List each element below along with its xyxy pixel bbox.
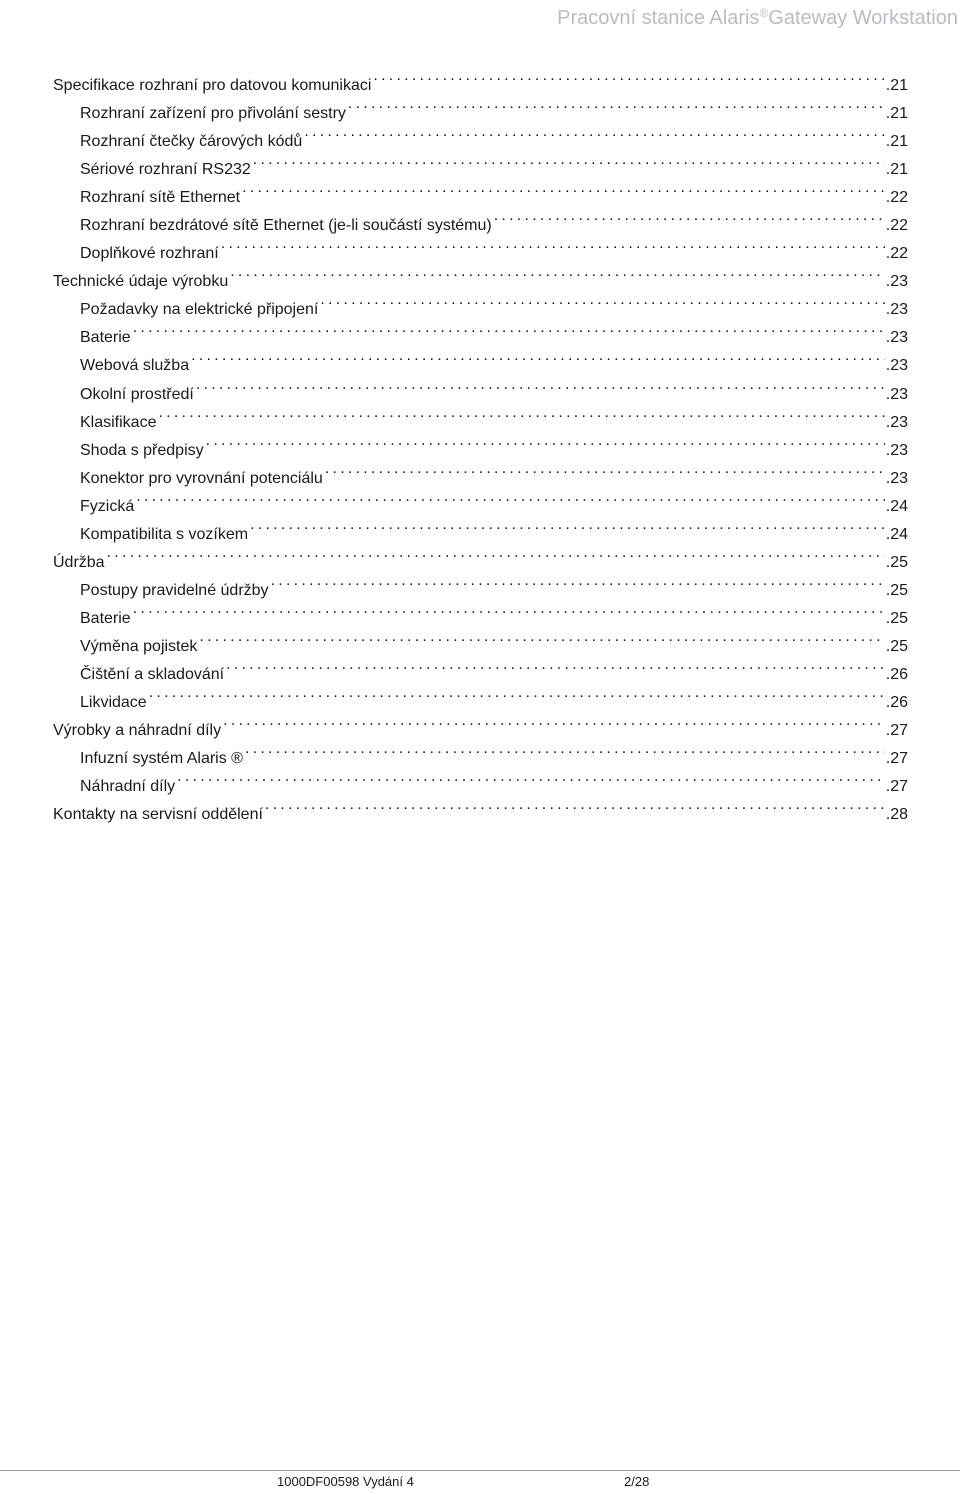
toc-entry[interactable] (53, 763, 908, 796)
toc-entry[interactable] (53, 342, 908, 375)
toc-entry[interactable] (53, 707, 908, 740)
toc-entry-label: Technické údaje výrobku (53, 273, 229, 291)
toc-dot-leader (219, 230, 885, 258)
toc-entry-label: Požadavky na elektrické připojení (80, 301, 319, 319)
toc-entry[interactable] (53, 427, 908, 459)
toc-entry[interactable] (53, 539, 908, 571)
toc-entry[interactable] (53, 511, 908, 543)
table-of-contents (53, 62, 908, 824)
toc-entry-label: Likvidace (80, 694, 147, 712)
toc-entry-label: Shoda s předpisy (80, 441, 204, 459)
toc-entry-page: .23 (885, 441, 908, 459)
toc-entry-page: .28 (885, 806, 908, 824)
toc-dot-leader (263, 791, 885, 819)
toc-entry-label: Baterie (80, 329, 131, 347)
toc-entry-label: Doplňkové rozhraní (80, 245, 219, 263)
toc-entry-page: .23 (885, 329, 908, 347)
toc-entry-page: .26 (885, 665, 908, 683)
toc-entry-page: .25 (885, 609, 908, 627)
toc-entry-page: .21 (885, 133, 908, 151)
toc-entry-page: .26 (885, 694, 908, 712)
toc-entry-page: .23 (885, 301, 908, 319)
toc-entry-label: Baterie (80, 609, 131, 627)
toc-dot-leader (251, 146, 885, 174)
toc-entry-page: .25 (885, 553, 908, 571)
toc-dot-leader (204, 427, 885, 455)
toc-dot-leader (371, 62, 884, 90)
registered-mark: ® (759, 6, 769, 20)
toc-entry-page: .21 (885, 161, 908, 179)
toc-dot-leader (323, 455, 885, 483)
toc-dot-leader (134, 483, 885, 511)
toc-entry-label: Klasifikace (80, 413, 157, 431)
toc-dot-leader (156, 399, 884, 427)
toc-entry[interactable] (53, 62, 908, 94)
header-title-rest: Gateway Workstation (768, 7, 958, 29)
toc-entry-page: .25 (885, 581, 908, 599)
footer-divider (0, 1470, 960, 1471)
toc-entry-label: Rozhraní sítě Ethernet (80, 189, 241, 207)
toc-entry-label: Čištění a skladování (80, 665, 225, 683)
toc-dot-leader (105, 539, 885, 567)
toc-entry-label: Rozhraní zařízení pro přivolání sestry (80, 105, 346, 123)
toc-entry[interactable] (53, 567, 908, 599)
toc-dot-leader (318, 286, 884, 314)
toc-entry-page: .27 (885, 750, 908, 768)
toc-entry-label: Kompatibilita s vozíkem (80, 525, 249, 543)
toc-entry-page: .25 (885, 637, 908, 655)
toc-dot-leader (243, 735, 885, 763)
toc-entry-label: Náhradní díly (80, 778, 176, 796)
toc-dot-leader (492, 202, 885, 230)
footer-document-id: 1000DF00598 Vydání 4 (277, 1474, 414, 1489)
toc-entry[interactable] (53, 399, 908, 431)
toc-entry[interactable] (53, 595, 908, 627)
toc-dot-leader (221, 707, 885, 735)
toc-entry-page: .23 (885, 273, 908, 291)
footer-page-number: 2/28 (624, 1474, 650, 1489)
toc-dot-leader (147, 679, 885, 707)
toc-dot-leader (175, 763, 885, 791)
toc-entry-page: .23 (885, 385, 908, 403)
header-title-main: Pracovní stanice Alaris (557, 7, 760, 29)
toc-dot-leader (131, 595, 885, 623)
toc-dot-leader (194, 371, 885, 399)
toc-entry-page: .22 (885, 245, 908, 263)
toc-dot-leader (189, 342, 885, 370)
toc-entry-page: .23 (885, 413, 908, 431)
toc-entry-page: .27 (885, 722, 908, 740)
toc-entry-page: .23 (885, 469, 908, 487)
page-footer (0, 1470, 960, 1494)
toc-entry-label: Sériové rozhraní RS232 (80, 161, 251, 179)
toc-dot-leader (224, 651, 885, 679)
toc-entry-label: Rozhraní bezdrátové sítě Ethernet (je-li součástí systému) (80, 217, 492, 235)
toc-dot-leader (269, 567, 885, 595)
toc-entry-label: Rozhraní čtečky čárových kódů (80, 133, 303, 151)
toc-entry[interactable] (53, 623, 908, 655)
toc-entry-page: .24 (885, 497, 908, 515)
toc-dot-leader (131, 314, 885, 342)
toc-entry-label: Údržba (53, 553, 105, 571)
toc-entry-page: .24 (885, 525, 908, 543)
toc-dot-leader (346, 90, 885, 118)
running-header-title (557, 0, 958, 31)
toc-entry-label: Kontakty na servisní oddělení (53, 806, 263, 824)
toc-dot-leader (197, 623, 884, 651)
toc-dot-leader (302, 118, 884, 146)
toc-entry-label: Konektor pro vyrovnání potenciálu (80, 469, 323, 487)
toc-entry-label: Výměna pojistek (80, 637, 198, 655)
toc-entry-page: .21 (885, 105, 908, 123)
toc-entry[interactable] (53, 483, 908, 515)
toc-entry-label: Infuzní systém Alaris ® (80, 750, 243, 768)
toc-entry[interactable] (53, 791, 908, 824)
toc-dot-leader (228, 258, 885, 286)
toc-entry-page: .21 (885, 77, 908, 94)
toc-entry-label: Výrobky a náhradní díly (53, 722, 222, 740)
toc-entry-label: Webová služba (80, 357, 190, 375)
toc-entry-page: .22 (885, 189, 908, 207)
toc-entry[interactable] (53, 679, 908, 712)
toc-dot-leader (240, 174, 885, 202)
toc-entry-page: .27 (885, 778, 908, 796)
toc-entry-label: Specifikace rozhraní pro datovou komunikaci (53, 77, 372, 94)
toc-entry-page: .22 (885, 217, 908, 235)
toc-dot-leader (248, 511, 885, 539)
toc-entry-label: Fyzická (80, 497, 135, 515)
toc-entry-label: Postupy pravidelné údržby (80, 581, 269, 599)
toc-entry-page: .23 (885, 357, 908, 375)
toc-entry-label: Okolní prostředí (80, 385, 194, 403)
toc-entry[interactable] (53, 314, 908, 347)
